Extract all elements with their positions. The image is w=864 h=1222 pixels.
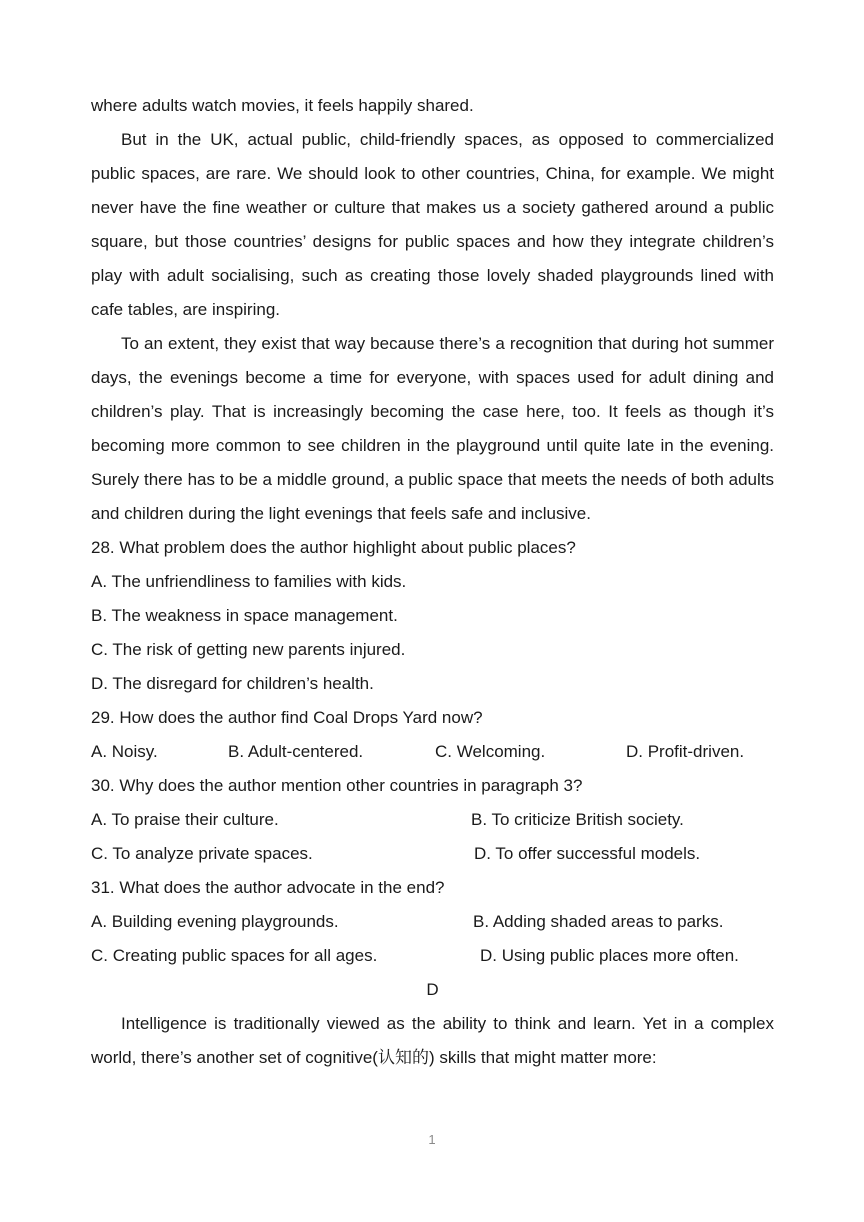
question-30-options-row-2: [91, 837, 774, 871]
question-29-option-d: D. Profit-driven.: [626, 742, 745, 761]
question-30-options-row-1: [91, 803, 774, 837]
page-content: [91, 89, 774, 1075]
question-31-option-c: C. Creating public spaces for all ages.: [91, 946, 378, 965]
question-28-option-d: D. The disregard for children’s health.: [91, 674, 374, 693]
question-28-option-c: C. The risk of getting new parents injured.: [91, 640, 406, 659]
passage-c-paragraph-2: To an extent, they exist that way because there’s a recognition that during hot summer days, the evenings become a time for everyone, with spaces used for adult dining and children’s play. That is increasingly becoming the case here, too. It feels as though it’s becoming more common to see children in the playground until quite late in the evening. Surely there has to be a middle ground, a public space that meets the needs of both adults and children during the light evenings that feels safe and inclusive.: [91, 334, 774, 523]
question-30-option-a: A. To praise their culture.: [91, 810, 279, 829]
question-31-option-d: D. Using public places more often.: [480, 946, 739, 965]
question-31-option-a: A. Building evening playgrounds.: [91, 912, 339, 931]
question-31-stem: 31. What does the author advocate in the end?: [91, 878, 445, 897]
passage-d-paragraph-1: Intelligence is traditionally viewed as the ability to think and learn. Yet in a complex world, there’s another set of cognitive(认知的) skills that might matter more:: [91, 1014, 774, 1067]
passage-c-carryover: where adults watch movies, it feels happily shared.: [91, 96, 474, 115]
question-29-option-b: B. Adult-centered.: [228, 742, 364, 761]
passage-c-paragraph-1: But in the UK, actual public, child-friendly spaces, as opposed to commercialized public spaces, are rare. We should look to other countries, China, for example. We might never have the fine weather or culture that makes us a society gathered around a public square, but those countries’ designs for public spaces and how they integrate children’s play with adult socialising, such as creating those lovely shaded playgrounds lined with cafe tables, are inspiring.: [91, 130, 774, 319]
question-29-option-a: A. Noisy.: [91, 742, 158, 761]
question-28-stem: 28. What problem does the author highlight about public places?: [91, 538, 576, 557]
question-31-options-row-1: [91, 905, 774, 939]
question-28-option-b: B. The weakness in space management.: [91, 606, 398, 625]
question-31-option-b: B. Adding shaded areas to parks.: [473, 912, 724, 931]
question-30-option-d: D. To offer successful models.: [474, 844, 701, 863]
question-29-option-c: C. Welcoming.: [435, 742, 546, 761]
question-29-stem: 29. How does the author find Coal Drops Yard now?: [91, 708, 483, 727]
question-30-option-c: C. To analyze private spaces.: [91, 844, 313, 863]
question-31-options-row-2: [91, 939, 774, 973]
page-number: 1: [428, 1132, 436, 1147]
question-30-stem: 30. Why does the author mention other countries in paragraph 3?: [91, 776, 583, 795]
question-30-option-b: B. To criticize British society.: [471, 810, 684, 829]
question-28-option-a: A. The unfriendliness to families with kids.: [91, 572, 407, 591]
passage-d-heading: D: [426, 980, 439, 999]
question-29-options: [91, 735, 774, 769]
